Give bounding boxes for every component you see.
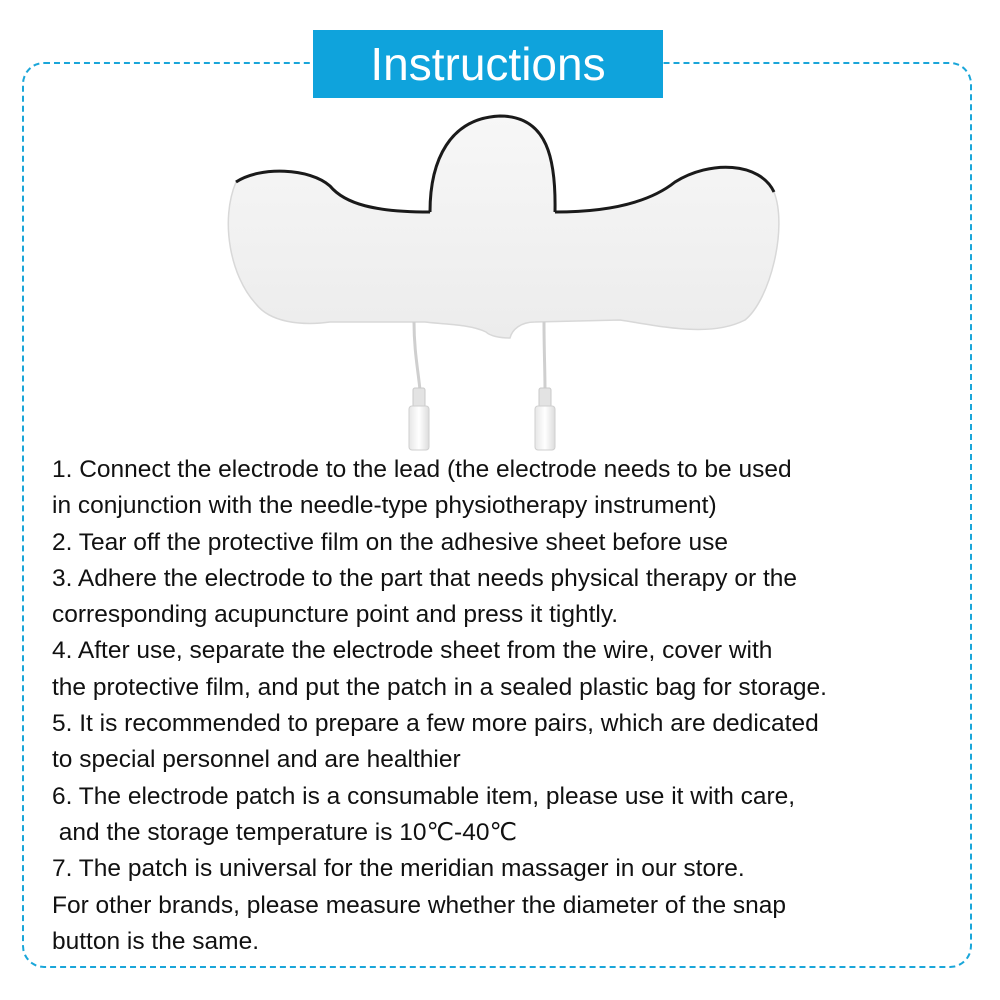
instruction-line: to special personnel and are healthier: [52, 746, 461, 774]
instruction-line: 7. The patch is universal for the meridian massager in our store.: [52, 855, 745, 883]
lead-wire-right: [544, 322, 545, 390]
instructions-list: [52, 452, 982, 960]
instruction-line: the protective film, and put the patch in a sealed plastic bag for storage.: [52, 673, 827, 701]
instruction-line: and the storage temperature is 10℃-40℃: [52, 818, 517, 846]
instruction-line: button is the same.: [52, 927, 260, 955]
instruction-line: 6. The electrode patch is a consumable item, please use it with care,: [52, 782, 796, 810]
instruction-line: in conjunction with the needle-type physiotherapy instrument): [52, 492, 717, 520]
instruction-line: 5. It is recommended to prepare a few more pairs, which are dedicated: [52, 710, 819, 738]
instruction-line: 3. Adhere the electrode to the part that needs physical therapy or the: [52, 564, 798, 592]
instruction-line: For other brands, please measure whether the diameter of the snap: [52, 891, 787, 919]
instruction-line: 2. Tear off the protective film on the adhesive sheet before use: [52, 528, 728, 556]
instruction-line: corresponding acupuncture point and press it tightly.: [52, 601, 619, 629]
electrode-patch-image: [200, 100, 800, 460]
patch-body: [228, 116, 779, 338]
page-title: Instructions: [370, 38, 606, 90]
lead-plug-left: [409, 388, 429, 450]
instruction-line: 4. After use, separate the electrode sheet from the wire, cover with: [52, 637, 773, 665]
lead-wire-left: [414, 322, 420, 390]
lead-plug-right: [535, 388, 555, 450]
title-banner: [313, 30, 663, 98]
instruction-line: 1. Connect the electrode to the lead (the electrode needs to be used: [52, 456, 792, 483]
